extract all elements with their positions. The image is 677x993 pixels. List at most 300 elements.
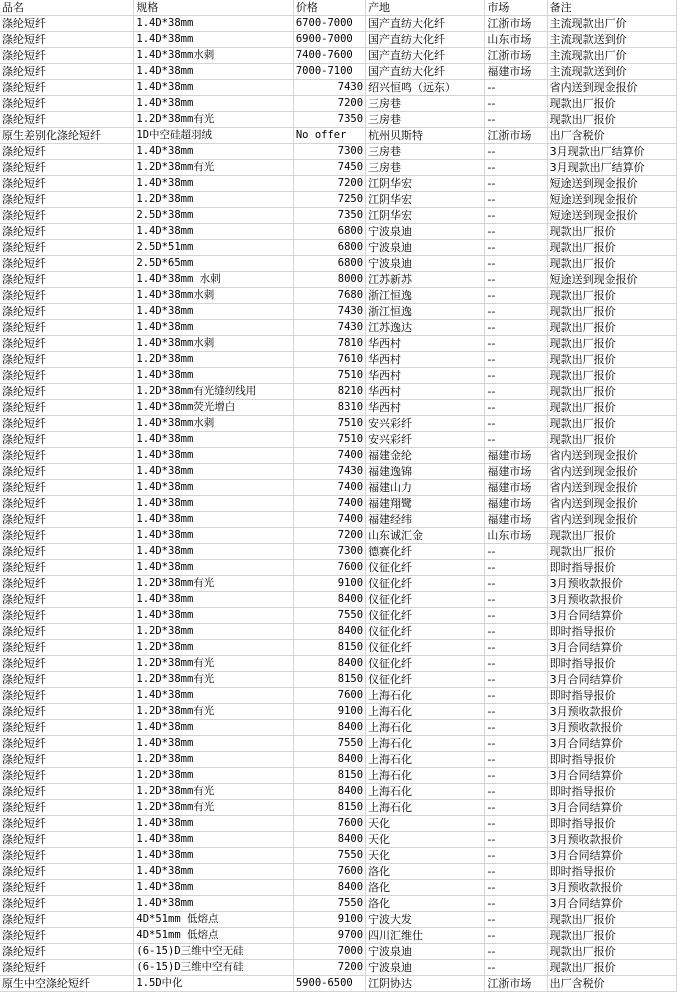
cell-market[interactable]: 山东市场 [485, 32, 547, 48]
cell-spec[interactable]: 1.4D*38mm水刺 [134, 336, 293, 352]
cell-spec[interactable]: 1.4D*38mm [134, 432, 293, 448]
cell-price[interactable]: 7300 [293, 544, 365, 560]
cell-note[interactable]: 省内送到现金报价 [547, 80, 676, 96]
cell-note[interactable]: 省内送到现金报价 [547, 464, 676, 480]
cell-name[interactable]: 涤纶短纤 [0, 352, 134, 368]
cell-name[interactable]: 涤纶短纤 [0, 576, 134, 592]
cell-origin[interactable]: 华西村 [366, 368, 485, 384]
cell-origin[interactable]: 天化 [366, 848, 485, 864]
cell-origin[interactable]: 山东诚汇金 [366, 528, 485, 544]
cell-name[interactable]: 涤纶短纤 [0, 336, 134, 352]
cell-note[interactable]: 现款出厂报价 [547, 432, 676, 448]
cell-origin[interactable]: 国产直纺大化纤 [366, 64, 485, 80]
cell-note[interactable]: 即时指导报价 [547, 784, 676, 800]
cell-price[interactable]: 7600 [293, 688, 365, 704]
cell-spec[interactable]: 1.4D*38mm [134, 64, 293, 80]
cell-name[interactable]: 涤纶短纤 [0, 64, 134, 80]
header-note[interactable]: 备注 [547, 0, 676, 16]
cell-spec[interactable]: 1.4D*38mm [134, 608, 293, 624]
cell-note[interactable]: 3月现款出厂结算价 [547, 160, 676, 176]
cell-note[interactable]: 即时指导报价 [547, 560, 676, 576]
cell-origin[interactable]: 江阴华宏 [366, 192, 485, 208]
cell-market[interactable]: -- [485, 240, 547, 256]
cell-spec[interactable]: 1.2D*38mm有光 [134, 704, 293, 720]
cell-name[interactable]: 涤纶短纤 [0, 848, 134, 864]
cell-market[interactable]: -- [485, 400, 547, 416]
cell-spec[interactable]: 1.4D*38mm [134, 224, 293, 240]
cell-price[interactable]: 8210 [293, 384, 365, 400]
cell-market[interactable]: -- [485, 320, 547, 336]
cell-spec[interactable]: 1.2D*38mm有光缝纫线用 [134, 384, 293, 400]
cell-spec[interactable]: 1.2D*38mm [134, 352, 293, 368]
cell-price[interactable]: 6800 [293, 224, 365, 240]
cell-market[interactable]: 山东市场 [485, 528, 547, 544]
cell-price[interactable]: 7200 [293, 176, 365, 192]
cell-note[interactable]: 3月预收款报价 [547, 832, 676, 848]
cell-note[interactable]: 即时指导报价 [547, 656, 676, 672]
cell-spec[interactable]: 1.4D*38mm [134, 528, 293, 544]
cell-origin[interactable]: 江苏逸达 [366, 320, 485, 336]
cell-spec[interactable]: 1.5D中化 [134, 976, 293, 992]
cell-origin[interactable]: 福建山力 [366, 480, 485, 496]
cell-name[interactable]: 涤纶短纤 [0, 176, 134, 192]
cell-origin[interactable]: 仪征化纤 [366, 672, 485, 688]
cell-spec[interactable]: 1.4D*38mm [134, 880, 293, 896]
cell-name[interactable]: 涤纶短纤 [0, 256, 134, 272]
cell-note[interactable]: 3月合同结算价 [547, 736, 676, 752]
cell-origin[interactable]: 华西村 [366, 352, 485, 368]
cell-note[interactable]: 即时指导报价 [547, 864, 676, 880]
cell-note[interactable]: 3月合同结算价 [547, 640, 676, 656]
cell-price[interactable]: 7430 [293, 320, 365, 336]
cell-price[interactable]: 7600 [293, 864, 365, 880]
cell-spec[interactable]: 1.4D*38mm [134, 368, 293, 384]
cell-market[interactable]: -- [485, 80, 547, 96]
cell-name[interactable]: 涤纶短纤 [0, 368, 134, 384]
cell-note[interactable]: 现款出厂报价 [547, 544, 676, 560]
cell-origin[interactable]: 浙江恒逸 [366, 304, 485, 320]
cell-name[interactable]: 涤纶短纤 [0, 736, 134, 752]
cell-origin[interactable]: 三房巷 [366, 96, 485, 112]
cell-note[interactable]: 出厂含税价 [547, 976, 676, 992]
cell-spec[interactable]: 1.4D*38mm 水刺 [134, 272, 293, 288]
cell-spec[interactable]: 1.4D*38mm [134, 32, 293, 48]
cell-note[interactable]: 3月合同结算价 [547, 896, 676, 912]
cell-price[interactable]: 7400-7600 [293, 48, 365, 64]
cell-price[interactable]: 7550 [293, 896, 365, 912]
cell-spec[interactable]: 1.4D*38mm水刺 [134, 416, 293, 432]
cell-origin[interactable]: 德赛化纤 [366, 544, 485, 560]
cell-note[interactable]: 3月预收款报价 [547, 576, 676, 592]
cell-market[interactable]: 福建市场 [485, 448, 547, 464]
cell-spec[interactable]: 1.2D*38mm有光 [134, 656, 293, 672]
cell-market[interactable]: 福建市场 [485, 512, 547, 528]
cell-spec[interactable]: 2.5D*65mm [134, 256, 293, 272]
cell-origin[interactable]: 三房巷 [366, 112, 485, 128]
cell-origin[interactable]: 浙江恒逸 [366, 288, 485, 304]
cell-spec[interactable]: 1.4D*38mm [134, 560, 293, 576]
cell-name[interactable]: 涤纶短纤 [0, 944, 134, 960]
cell-market[interactable]: -- [485, 704, 547, 720]
cell-name[interactable]: 涤纶短纤 [0, 688, 134, 704]
cell-price[interactable]: 9100 [293, 576, 365, 592]
cell-price[interactable]: 9100 [293, 912, 365, 928]
cell-market[interactable]: 福建市场 [485, 64, 547, 80]
cell-market[interactable]: -- [485, 864, 547, 880]
cell-spec[interactable]: 1.2D*38mm [134, 768, 293, 784]
cell-market[interactable]: -- [485, 608, 547, 624]
cell-price[interactable]: 9100 [293, 704, 365, 720]
cell-origin[interactable]: 国产直纺大化纤 [366, 32, 485, 48]
cell-spec[interactable]: 2.5D*38mm [134, 208, 293, 224]
cell-name[interactable]: 涤纶短纤 [0, 208, 134, 224]
cell-name[interactable]: 涤纶短纤 [0, 272, 134, 288]
cell-spec[interactable]: 1.2D*38mm有光 [134, 576, 293, 592]
cell-note[interactable]: 现款出厂报价 [547, 400, 676, 416]
cell-name[interactable]: 涤纶短纤 [0, 192, 134, 208]
cell-spec[interactable]: 1.2D*38mm [134, 624, 293, 640]
cell-name[interactable]: 涤纶短纤 [0, 704, 134, 720]
cell-origin[interactable]: 华西村 [366, 400, 485, 416]
cell-price[interactable]: 7200 [293, 960, 365, 976]
cell-name[interactable]: 涤纶短纤 [0, 800, 134, 816]
cell-origin[interactable]: 宁波泉迪 [366, 240, 485, 256]
cell-price[interactable]: 8400 [293, 784, 365, 800]
cell-origin[interactable]: 上海石化 [366, 768, 485, 784]
cell-price[interactable]: 8400 [293, 752, 365, 768]
cell-market[interactable]: -- [485, 592, 547, 608]
cell-note[interactable]: 3月合同结算价 [547, 848, 676, 864]
cell-price[interactable]: 8400 [293, 880, 365, 896]
cell-market[interactable]: -- [485, 144, 547, 160]
cell-spec[interactable]: 1.4D*38mm [134, 448, 293, 464]
cell-name[interactable]: 涤纶短纤 [0, 384, 134, 400]
cell-note[interactable]: 短途送到现金报价 [547, 192, 676, 208]
cell-market[interactable]: -- [485, 624, 547, 640]
cell-origin[interactable]: 洛化 [366, 864, 485, 880]
cell-note[interactable]: 现款出厂报价 [547, 240, 676, 256]
cell-note[interactable]: 省内送到现金报价 [547, 496, 676, 512]
cell-origin[interactable]: 江阴华宏 [366, 208, 485, 224]
cell-price[interactable]: 7400 [293, 496, 365, 512]
cell-price[interactable]: 6800 [293, 256, 365, 272]
cell-name[interactable]: 涤纶短纤 [0, 512, 134, 528]
cell-market[interactable]: -- [485, 304, 547, 320]
cell-spec[interactable]: 1.4D*38mm水刺 [134, 48, 293, 64]
cell-name[interactable]: 涤纶短纤 [0, 784, 134, 800]
cell-note[interactable]: 出厂含税价 [547, 128, 676, 144]
cell-name[interactable]: 涤纶短纤 [0, 240, 134, 256]
cell-note[interactable]: 现款出厂报价 [547, 256, 676, 272]
cell-spec[interactable]: 1.4D*38mm [134, 496, 293, 512]
cell-name[interactable]: 涤纶短纤 [0, 752, 134, 768]
cell-price[interactable]: 7350 [293, 208, 365, 224]
cell-spec[interactable]: 1.4D*38mm [134, 688, 293, 704]
cell-name[interactable]: 涤纶短纤 [0, 144, 134, 160]
cell-origin[interactable]: 国产直纺大化纤 [366, 48, 485, 64]
cell-origin[interactable]: 洛化 [366, 880, 485, 896]
cell-spec[interactable]: 1.4D*38mm [134, 96, 293, 112]
cell-note[interactable]: 3月合同结算价 [547, 768, 676, 784]
cell-spec[interactable]: 1.4D*38mm荧光增白 [134, 400, 293, 416]
cell-spec[interactable]: 1.4D*38mm [134, 848, 293, 864]
cell-note[interactable]: 省内送到现金报价 [547, 512, 676, 528]
cell-note[interactable]: 3月预收款报价 [547, 880, 676, 896]
cell-spec[interactable]: 1.4D*38mm [134, 480, 293, 496]
cell-price[interactable]: 7510 [293, 416, 365, 432]
cell-name[interactable]: 涤纶短纤 [0, 448, 134, 464]
header-spec[interactable]: 规格 [134, 0, 293, 16]
cell-name[interactable]: 涤纶短纤 [0, 864, 134, 880]
cell-note[interactable]: 省内送到现金报价 [547, 448, 676, 464]
cell-note[interactable]: 现款出厂报价 [547, 928, 676, 944]
cell-market[interactable]: -- [485, 176, 547, 192]
cell-price[interactable]: 7000 [293, 944, 365, 960]
cell-note[interactable]: 现款出厂报价 [547, 912, 676, 928]
cell-name[interactable]: 涤纶短纤 [0, 80, 134, 96]
cell-spec[interactable]: 1.4D*38mm [134, 896, 293, 912]
cell-spec[interactable]: 1.4D*38mm [134, 720, 293, 736]
cell-origin[interactable]: 四川汇维仕 [366, 928, 485, 944]
cell-note[interactable]: 即时指导报价 [547, 752, 676, 768]
cell-note[interactable]: 主流现款出厂价 [547, 48, 676, 64]
cell-name[interactable]: 涤纶短纤 [0, 160, 134, 176]
cell-market[interactable]: -- [485, 720, 547, 736]
cell-market[interactable]: -- [485, 736, 547, 752]
cell-origin[interactable]: 宁波大发 [366, 912, 485, 928]
cell-name[interactable]: 涤纶短纤 [0, 768, 134, 784]
cell-spec[interactable]: (6-15)D三维中空有硅 [134, 960, 293, 976]
cell-name[interactable]: 涤纶短纤 [0, 640, 134, 656]
cell-price[interactable]: 7450 [293, 160, 365, 176]
cell-note[interactable]: 现款出厂报价 [547, 336, 676, 352]
cell-price[interactable]: 7550 [293, 736, 365, 752]
cell-origin[interactable]: 仪征化纤 [366, 624, 485, 640]
cell-note[interactable]: 现款出厂报价 [547, 352, 676, 368]
cell-price[interactable]: 7300 [293, 144, 365, 160]
cell-note[interactable]: 即时指导报价 [547, 816, 676, 832]
cell-note[interactable]: 3月预收款报价 [547, 720, 676, 736]
header-market[interactable]: 市场 [485, 0, 547, 16]
cell-origin[interactable]: 绍兴恒鸣（远东） [366, 80, 485, 96]
cell-price[interactable]: 7000-7100 [293, 64, 365, 80]
cell-market[interactable]: -- [485, 880, 547, 896]
cell-price[interactable]: 7350 [293, 112, 365, 128]
cell-origin[interactable]: 宁波泉迪 [366, 256, 485, 272]
cell-spec[interactable]: 4D*51mm 低熔点 [134, 928, 293, 944]
cell-price[interactable]: 8400 [293, 656, 365, 672]
cell-name[interactable]: 涤纶短纤 [0, 816, 134, 832]
cell-note[interactable]: 现款出厂报价 [547, 960, 676, 976]
cell-origin[interactable]: 华西村 [366, 384, 485, 400]
cell-market[interactable]: -- [485, 432, 547, 448]
cell-price[interactable]: 7400 [293, 480, 365, 496]
cell-market[interactable]: -- [485, 800, 547, 816]
cell-market[interactable]: -- [485, 288, 547, 304]
cell-price[interactable]: 8150 [293, 800, 365, 816]
cell-spec[interactable]: 1.4D*38mm水刺 [134, 288, 293, 304]
cell-market[interactable]: -- [485, 672, 547, 688]
cell-note[interactable]: 3月合同结算价 [547, 608, 676, 624]
cell-note[interactable]: 主流现款送到价 [547, 32, 676, 48]
cell-market[interactable]: 江浙市场 [485, 976, 547, 992]
cell-name[interactable]: 涤纶短纤 [0, 16, 134, 32]
cell-name[interactable]: 涤纶短纤 [0, 880, 134, 896]
cell-name[interactable]: 涤纶短纤 [0, 112, 134, 128]
cell-price[interactable]: 8400 [293, 624, 365, 640]
cell-price[interactable]: 8150 [293, 768, 365, 784]
cell-name[interactable]: 涤纶短纤 [0, 608, 134, 624]
cell-market[interactable]: -- [485, 688, 547, 704]
cell-origin[interactable]: 江阴华宏 [366, 176, 485, 192]
cell-name[interactable]: 涤纶短纤 [0, 32, 134, 48]
cell-origin[interactable]: 安兴彩纤 [366, 432, 485, 448]
cell-spec[interactable]: 1.2D*38mm有光 [134, 784, 293, 800]
cell-origin[interactable]: 三房巷 [366, 160, 485, 176]
cell-origin[interactable]: 上海石化 [366, 688, 485, 704]
cell-price[interactable]: 8400 [293, 592, 365, 608]
cell-origin[interactable]: 福建金纶 [366, 448, 485, 464]
cell-market[interactable]: 江浙市场 [485, 16, 547, 32]
cell-spec[interactable]: 1.4D*38mm [134, 816, 293, 832]
cell-price[interactable]: 8400 [293, 720, 365, 736]
cell-note[interactable]: 现款出厂报价 [547, 112, 676, 128]
cell-name[interactable]: 涤纶短纤 [0, 528, 134, 544]
cell-market[interactable]: -- [485, 384, 547, 400]
cell-name[interactable]: 涤纶短纤 [0, 304, 134, 320]
cell-spec[interactable]: 1.2D*38mm有光 [134, 112, 293, 128]
cell-spec[interactable]: 4D*51mm 低熔点 [134, 912, 293, 928]
cell-market[interactable]: -- [485, 784, 547, 800]
cell-name[interactable]: 涤纶短纤 [0, 624, 134, 640]
cell-name[interactable]: 涤纶短纤 [0, 320, 134, 336]
cell-price[interactable]: 8150 [293, 640, 365, 656]
cell-origin[interactable]: 江阴协达 [366, 976, 485, 992]
cell-price[interactable]: 7600 [293, 560, 365, 576]
cell-origin[interactable]: 上海石化 [366, 800, 485, 816]
cell-spec[interactable]: 1.2D*38mm [134, 752, 293, 768]
cell-market[interactable]: -- [485, 960, 547, 976]
cell-name[interactable]: 涤纶短纤 [0, 928, 134, 944]
cell-origin[interactable]: 仪征化纤 [366, 560, 485, 576]
cell-market[interactable]: -- [485, 816, 547, 832]
cell-origin[interactable]: 天化 [366, 816, 485, 832]
cell-name[interactable]: 涤纶短纤 [0, 48, 134, 64]
cell-note[interactable]: 即时指导报价 [547, 624, 676, 640]
cell-origin[interactable]: 安兴彩纤 [366, 416, 485, 432]
cell-name[interactable]: 涤纶短纤 [0, 416, 134, 432]
cell-market[interactable]: -- [485, 576, 547, 592]
cell-spec[interactable]: 1.4D*38mm [134, 864, 293, 880]
cell-name[interactable]: 涤纶短纤 [0, 432, 134, 448]
cell-price[interactable]: 7400 [293, 448, 365, 464]
cell-name[interactable]: 涤纶短纤 [0, 896, 134, 912]
cell-note[interactable]: 现款出厂报价 [547, 368, 676, 384]
cell-note[interactable]: 现款出厂报价 [547, 384, 676, 400]
cell-price[interactable]: 7550 [293, 608, 365, 624]
cell-price[interactable]: 8150 [293, 672, 365, 688]
cell-name[interactable]: 涤纶短纤 [0, 480, 134, 496]
cell-market[interactable]: -- [485, 928, 547, 944]
cell-note[interactable]: 现款出厂报价 [547, 416, 676, 432]
cell-market[interactable]: -- [485, 416, 547, 432]
cell-price[interactable]: 7400 [293, 512, 365, 528]
cell-note[interactable]: 3月预收款报价 [547, 704, 676, 720]
cell-price[interactable]: 7430 [293, 304, 365, 320]
cell-price[interactable]: 7510 [293, 432, 365, 448]
cell-origin[interactable]: 仪征化纤 [366, 608, 485, 624]
cell-name[interactable]: 涤纶短纤 [0, 400, 134, 416]
cell-spec[interactable]: 1.4D*38mm [134, 176, 293, 192]
cell-origin[interactable]: 宁波泉迪 [366, 960, 485, 976]
cell-note[interactable]: 现款出厂报价 [547, 224, 676, 240]
cell-name[interactable]: 涤纶短纤 [0, 288, 134, 304]
cell-market[interactable]: -- [485, 160, 547, 176]
cell-origin[interactable]: 江苏新苏 [366, 272, 485, 288]
cell-name[interactable]: 涤纶短纤 [0, 656, 134, 672]
cell-note[interactable]: 短途送到现金报价 [547, 272, 676, 288]
cell-price[interactable]: 7600 [293, 816, 365, 832]
cell-name[interactable]: 原生中空涤纶短纤 [0, 976, 134, 992]
cell-spec[interactable]: 1.2D*38mm有光 [134, 672, 293, 688]
cell-market[interactable]: -- [485, 752, 547, 768]
cell-name[interactable]: 涤纶短纤 [0, 96, 134, 112]
cell-origin[interactable]: 仪征化纤 [366, 576, 485, 592]
cell-origin[interactable]: 福建逸锦 [366, 464, 485, 480]
cell-origin[interactable]: 仪征化纤 [366, 592, 485, 608]
cell-origin[interactable]: 上海石化 [366, 720, 485, 736]
cell-spec[interactable]: 1.4D*38mm [134, 16, 293, 32]
cell-price[interactable]: 8310 [293, 400, 365, 416]
header-name[interactable]: 品名 [0, 0, 134, 16]
cell-origin[interactable]: 三房巷 [366, 144, 485, 160]
cell-spec[interactable]: 1.4D*38mm [134, 512, 293, 528]
cell-price[interactable]: 7200 [293, 528, 365, 544]
cell-spec[interactable]: 1.4D*38mm [134, 464, 293, 480]
cell-name[interactable]: 涤纶短纤 [0, 672, 134, 688]
cell-price[interactable]: 7250 [293, 192, 365, 208]
cell-name[interactable]: 涤纶短纤 [0, 912, 134, 928]
cell-market[interactable]: -- [485, 208, 547, 224]
cell-origin[interactable]: 上海石化 [366, 784, 485, 800]
cell-market[interactable]: -- [485, 544, 547, 560]
cell-name[interactable]: 涤纶短纤 [0, 832, 134, 848]
cell-origin[interactable]: 上海石化 [366, 736, 485, 752]
cell-origin[interactable]: 仪征化纤 [366, 640, 485, 656]
cell-spec[interactable]: 1.4D*38mm [134, 144, 293, 160]
cell-market[interactable]: -- [485, 768, 547, 784]
cell-origin[interactable]: 上海石化 [366, 704, 485, 720]
cell-price[interactable]: 8400 [293, 832, 365, 848]
cell-name[interactable]: 涤纶短纤 [0, 960, 134, 976]
cell-origin[interactable]: 宁波泉迪 [366, 944, 485, 960]
cell-note[interactable]: 即时指导报价 [547, 688, 676, 704]
cell-spec[interactable]: 1.4D*38mm [134, 304, 293, 320]
cell-market[interactable]: -- [485, 560, 547, 576]
cell-market[interactable]: -- [485, 368, 547, 384]
cell-spec[interactable]: 1.2D*38mm有光 [134, 800, 293, 816]
cell-name[interactable]: 原生差别化涤纶短纤 [0, 128, 134, 144]
cell-spec[interactable]: 1.2D*38mm [134, 640, 293, 656]
cell-market[interactable]: -- [485, 832, 547, 848]
cell-spec[interactable]: 2.5D*51mm [134, 240, 293, 256]
cell-price[interactable]: 8000 [293, 272, 365, 288]
cell-note[interactable]: 3月合同结算价 [547, 800, 676, 816]
cell-price[interactable]: 7550 [293, 848, 365, 864]
cell-spec[interactable]: 1.4D*38mm [134, 832, 293, 848]
cell-market[interactable]: 江浙市场 [485, 128, 547, 144]
cell-origin[interactable]: 国产直纺大化纤 [366, 16, 485, 32]
